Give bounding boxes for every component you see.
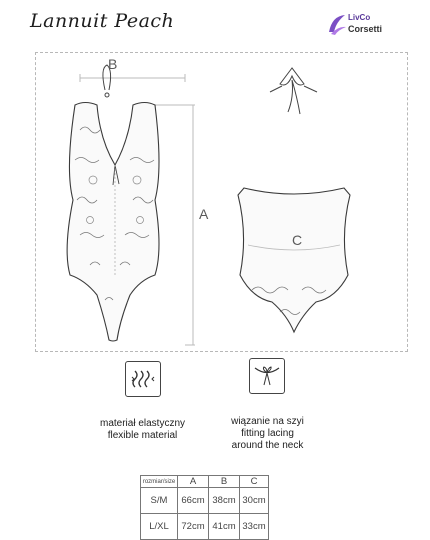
feature-label-pl: materiał elastyczny [99, 418, 186, 429]
front-garment-drawing [45, 60, 235, 350]
dimension-label-b: B [108, 56, 118, 72]
size-cell: 72cm [178, 514, 209, 540]
size-cell: 33cm [240, 514, 269, 540]
feature-label-en-line2: around the neck [231, 440, 304, 451]
back-garment-drawing [232, 180, 362, 345]
feature-caption-neck-tie [210, 416, 325, 452]
size-cell: 66cm [178, 488, 209, 514]
size-table [140, 475, 269, 540]
feature-caption-elastic [85, 418, 200, 442]
table-row [141, 488, 269, 514]
product-title: Lannuit Peach [30, 10, 175, 32]
neck-tie-icon [249, 358, 285, 394]
back-halter-drawing [262, 62, 342, 127]
size-table-header-row [141, 476, 269, 488]
table-row [141, 514, 269, 540]
size-cell: S/M [141, 488, 178, 514]
brand-line1: LivCo [348, 13, 371, 22]
size-cell: 38cm [209, 488, 240, 514]
size-cell: 41cm [209, 514, 240, 540]
feature-label-en: flexible material [107, 430, 178, 441]
size-header-cell: C [240, 476, 269, 488]
dimension-label-a: A [199, 206, 209, 222]
dimension-label-c: C [292, 232, 303, 248]
size-cell: L/XL [141, 514, 178, 540]
feature-label-en: fitting lacing [241, 428, 294, 439]
size-header-cell: rozmiar/size [141, 476, 178, 488]
size-header-cell: B [209, 476, 240, 488]
elastic-waves-icon [125, 361, 161, 397]
size-header-cell: A [178, 476, 209, 488]
feature-label-pl: wiązanie na szyi [231, 416, 304, 427]
brand-line2: Corsetti [348, 24, 383, 34]
size-cell: 30cm [240, 488, 269, 514]
brand-logo [326, 10, 410, 40]
brand-logo-mark [326, 12, 348, 38]
